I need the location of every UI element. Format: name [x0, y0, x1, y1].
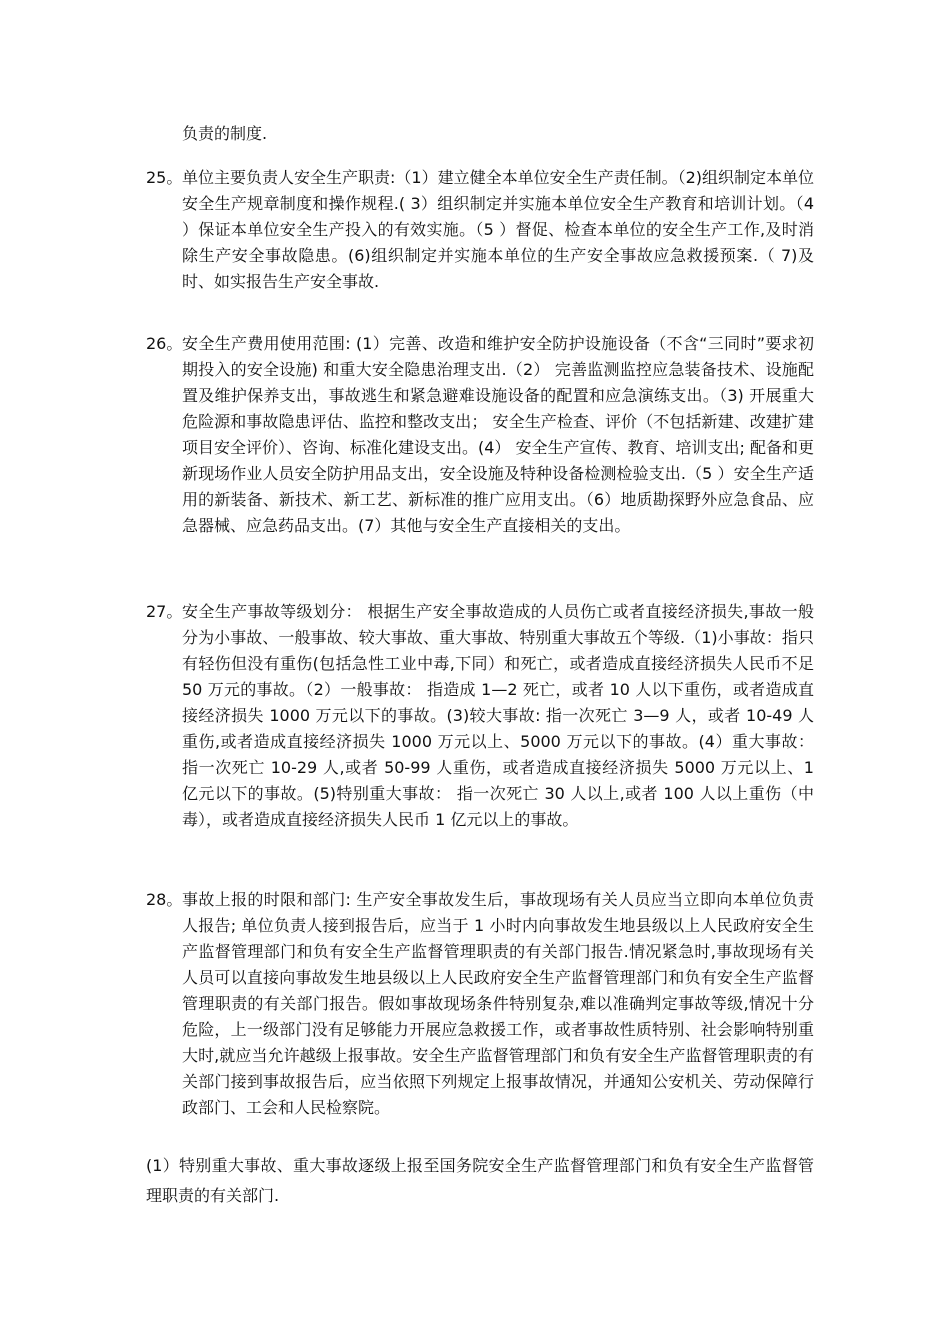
item-number: 27。: [146, 602, 183, 621]
item-text: 安全生产事故等级划分： 根据生产安全事故造成的人员伤亡或者直接经济损失,事故一般分为小事故、一般事故、较大事故、重大事故、特别重大事故五个等级.（1)小事故：指只有轻伤但没有重伤(包括急性工业中毒,下同）和死亡，或者造成直接经济损失人民币不足 50 万元的事故。（2）一般事故： 指造成 1—2 死亡，或者 10 人以下重伤，或者造成直接经济损失 1000 万元以下的事故。(3)较大事故: 指一次死亡 3—9 人，或者 10-49 人重伤,或者造成直接经济损失 1000 万元以上、5000 万元以下的事故。(4）重大事故： 指一次死亡 10-29 人,或者 50-99 人重伤，或者造成直接经济损失 5000 万元以上、1 亿元以下的事故。(5)特别重大事故： 指一次死亡 30 人以上,或者 100 人以上重伤（中毒），或者造成直接经济损失人民币 1 亿元以上的事故。: [182, 602, 814, 829]
item-number: 28。: [146, 890, 183, 909]
item-text: 单位主要负责人安全生产职责:（1）建立健全本单位安全生产责任制。（2)组织制定本单位安全生产规章制度和操作规程.( 3）组织制定并实施本单位安全生产教育和培训计划。（4 ）保证本单位安全生产投入的有效实施。（5 ）督促、检查本单位的安全生产工作,及时消除生产安全事故隐患。(6)组织制定并实施本单位的生产安全事故应急救援预案.（ 7)及时、如实报告生产安全事故.: [182, 168, 814, 291]
list-item-26: [146, 331, 814, 539]
list-item-25: [146, 165, 814, 295]
item-number: 25。: [146, 168, 183, 187]
continuation-text: 负责的制度.: [182, 124, 268, 143]
trailing-paragraph: (1）特别重大事故、重大事故逐级上报至国务院安全生产监督管理部门和负有安全生产监督管理职责的有关部门.: [146, 1156, 814, 1205]
item-text: 事故上报的时限和部门: 生产安全事故发生后，事故现场有关人员应当立即向本单位负责人报告; 单位负责人接到报告后，应当于 1 小时内向事故发生地县级以上人民政府安全生产监督管理部门和负有安全生产监督管理职责的有关部门报告.情况紧急时,事故现场有关人员可以直接向事故发生地县级以上人民政府安全生产监督管理部门和负有安全生产监督管理职责的有关部门报告。假如事故现场条件特别复杂,难以准确判定事故等级,情况十分危险，上一级部门没有足够能力开展应急救援工作，或者事故性质特别、社会影响特别重大时,就应当允许越级上报事故。安全生产监督管理部门和负有安全生产监督管理职责的有关部门接到事故报告后，应当依照下列规定上报事故情况，并通知公安机关、劳动保障行政部门、工会和人民检察院。: [182, 890, 814, 1117]
list-item-28: [146, 887, 814, 1121]
item-text: 安全生产费用使用范围: (1）完善、改造和维护安全防护设施设备（不含“三同时”要求初期投入的安全设施) 和重大安全隐患治理支出.（2） 完善监测监控应急装备技术、设施配置及维护保养支出，事故逃生和紧急避难设施设备的配置和应急演练支出。（3) 开展重大危险源和事故隐患评估、监控和整改支出； 安全生产检查、评价（不包括新建、改建扩建项目安全评价）、咨询、标准化建设支出。(4） 安全生产宣传、教育、培训支出; 配备和更新现场作业人员安全防护用品支出，安全设施及特种设备检测检验支出.（5 ）安全生产适用的新装备、新技术、新工艺、新标准的推广应用支出。（6）地质勘探野外应急食品、应急器械、应急药品支出。(7）其他与安全生产直接相关的支出。: [182, 334, 814, 535]
continuation-line: [146, 121, 814, 147]
list-item-27: [146, 599, 814, 833]
item-number: 26。: [146, 334, 183, 353]
